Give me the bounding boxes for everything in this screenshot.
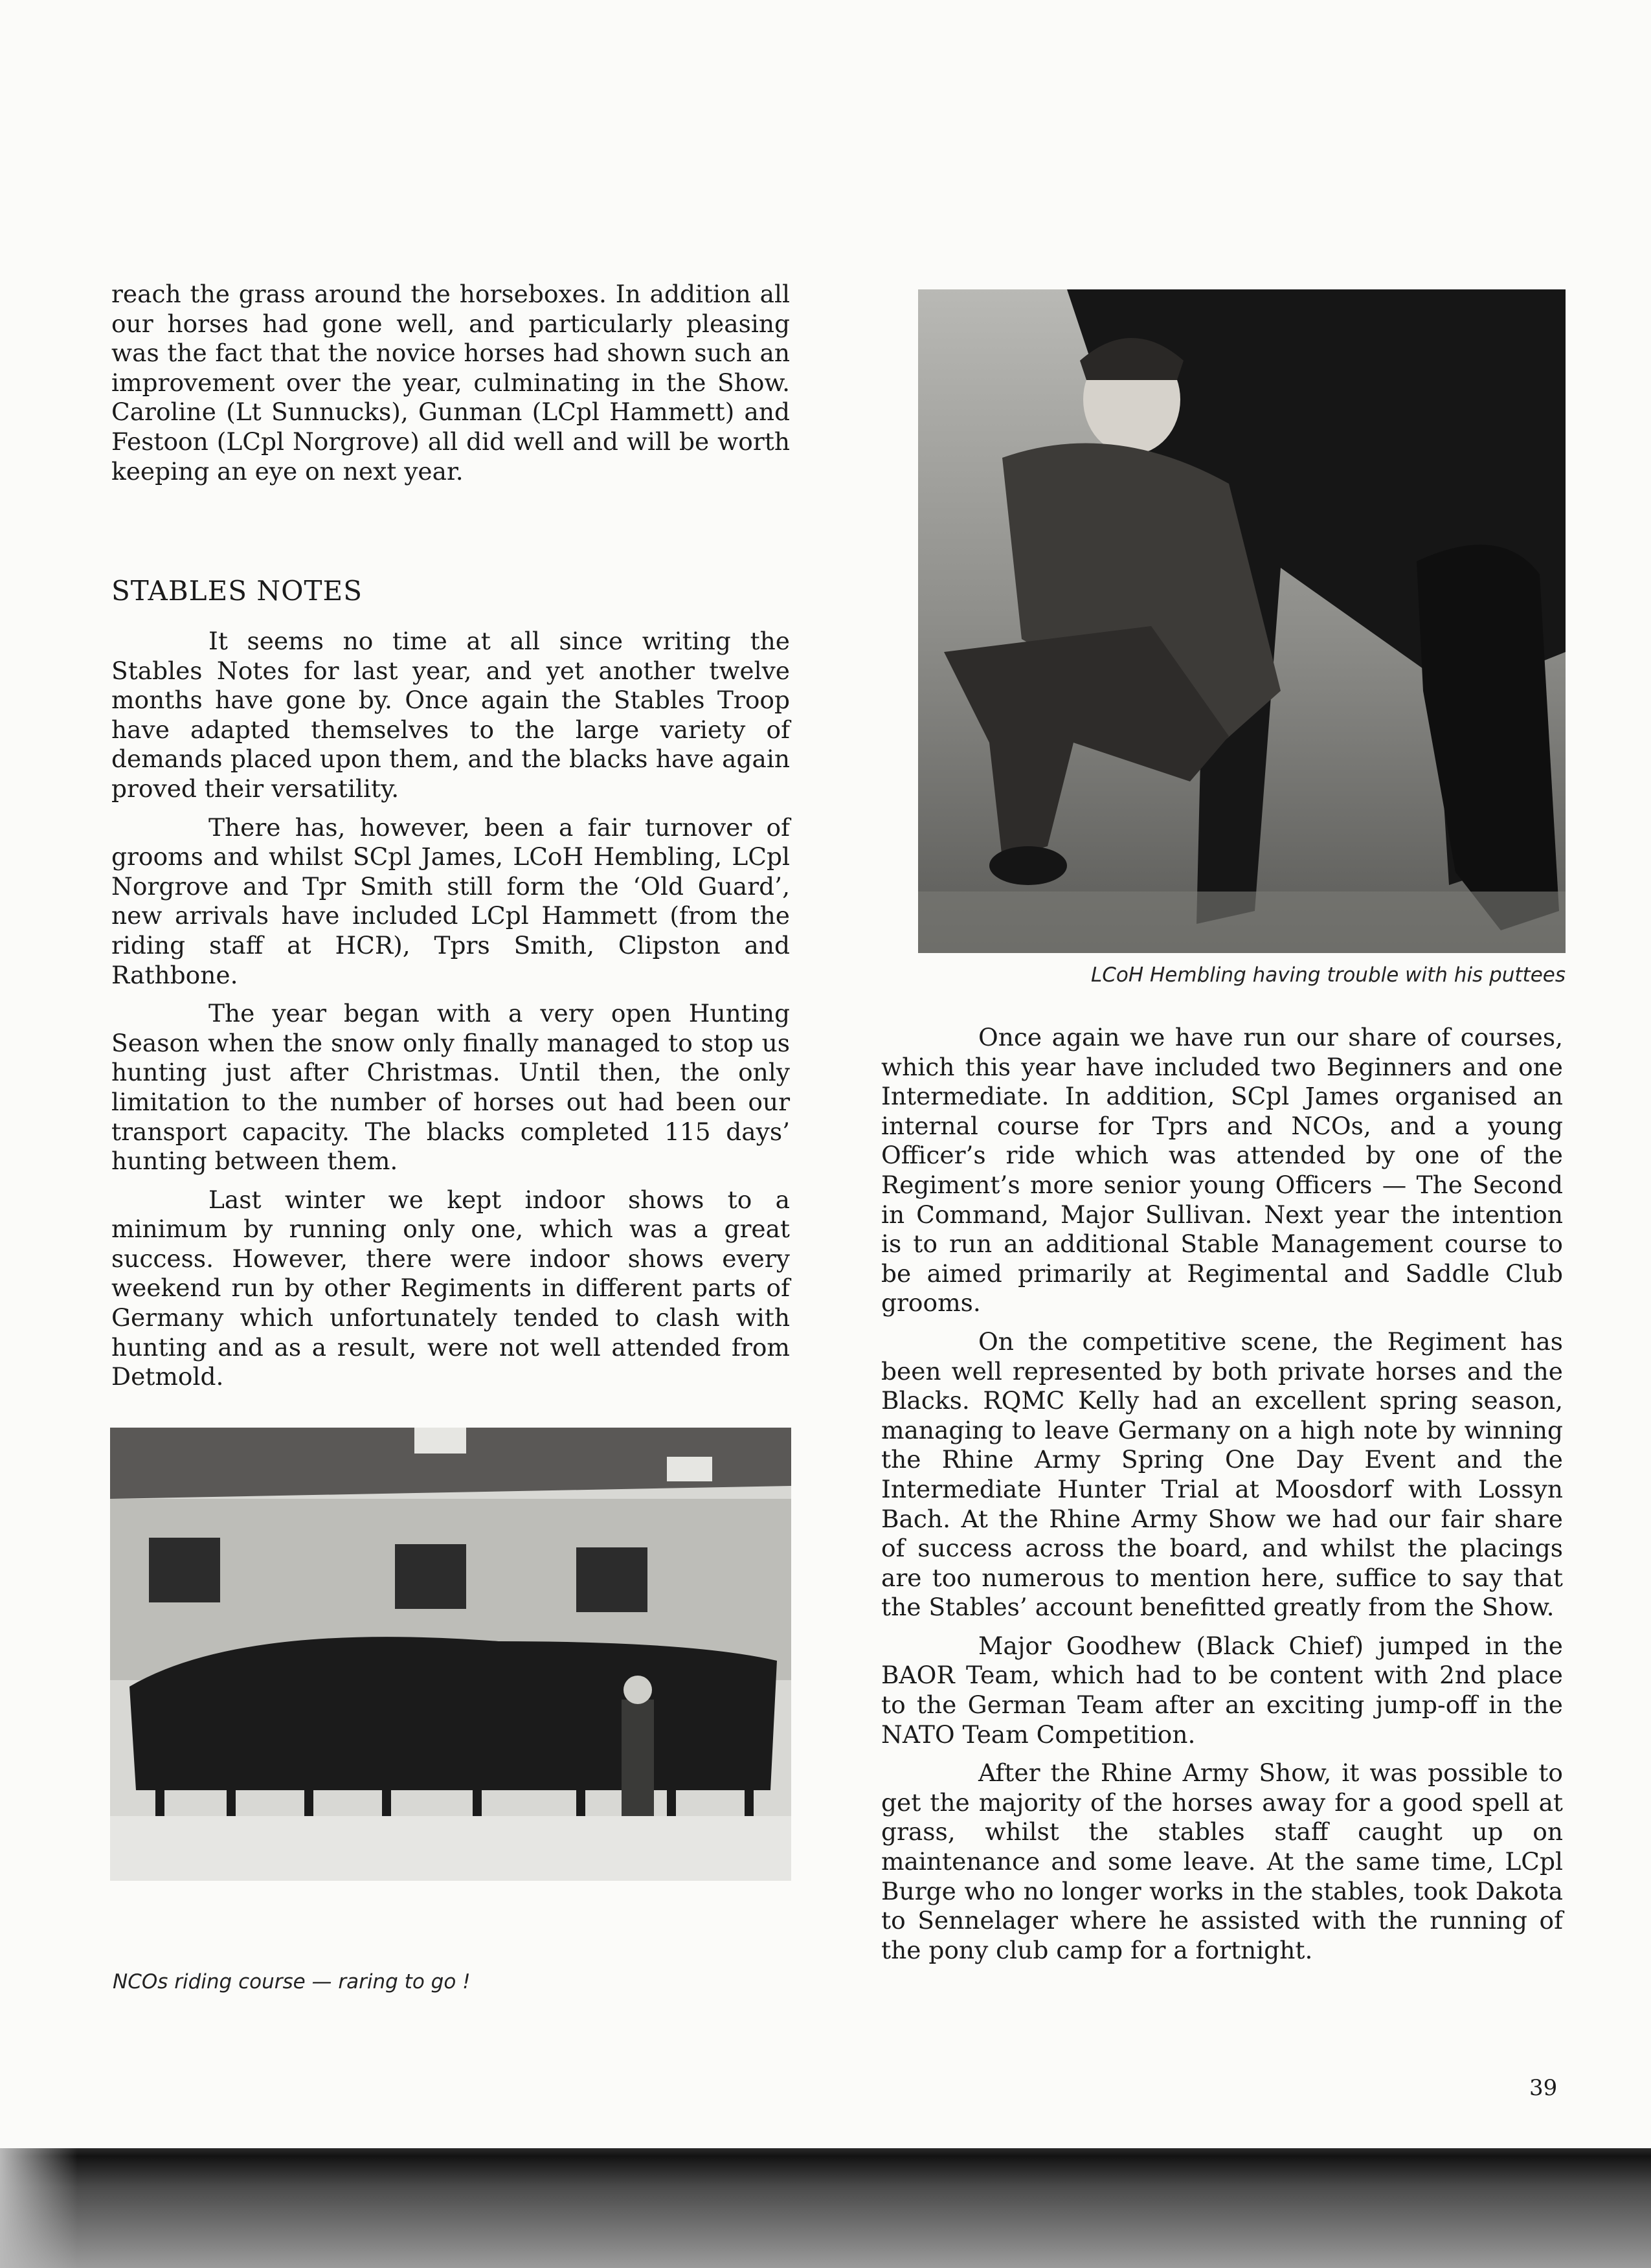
- left-text-column: [111, 280, 790, 495]
- photo-riding-course: [110, 1428, 791, 1881]
- paragraph: On the competitive scene, the Regiment has been well represented by both private horses and the Blacks. RQMC Kelly had an excellent spring season, managing to leave Germany on a high note by winning the Rhine Army Spring One Day Event and the Intermediate Hunter Trial at Moosdorf with Lossyn Bach. At the Rhine Army Show we had our fair share of success across the board, and whilst the placings are too numerous to mention here, suffice to say that the Stables’ account benefitted greatly from the Show.: [881, 1327, 1563, 1622]
- continued-paragraph: reach the grass around the horseboxes. In addition all our horses had gone well, and particularly pleasing was the fact that the novice horses had shown such an improvement over the year, culminating in the Show. Caroline (Lt Sunnucks), Gunman (LCpl Hammett) and Festoon (LCpl Norgrove) all did well and will be worth keeping an eye on next year.: [111, 280, 790, 486]
- paragraph: Once again we have run our share of courses, which this year have included two Beginners and one Intermediate. In addition, SCpl James organised an internal course for Tprs and NCOs, and a young Officer’s ride which was attended by one of the Regiment’s more senior young Officers — The Second in Command, Major Sullivan. Next year the intention is to run an additional Stable Management course to be aimed primarily at Regimental and Saddle Club grooms.: [881, 1023, 1563, 1318]
- photo-soldier-with-horse: [918, 289, 1566, 953]
- section-heading: STABLES NOTES: [111, 575, 363, 607]
- photo-soldier-with-horse-image: [918, 289, 1566, 953]
- photo-caption-top: LCoH Hembling having trouble with his puttees: [1090, 963, 1566, 987]
- page-number: 39: [1529, 2075, 1558, 2101]
- paragraph: Last winter we kept indoor shows to a minimum by running only one, which was a great success. However, there were indoor shows every weekend run by other Regiments in different parts of Germany which unfortunately tended to clash with hunting and as a result, were not well attended from Detmold.: [111, 1185, 790, 1391]
- photo-riding-course-image: [110, 1428, 791, 1881]
- paragraph: After the Rhine Army Show, it was possible to get the majority of the horses away for a good spell at grass, whilst the stables staff caught up on maintenance and some leave. At the same time, LCpl Burge who no longer works in the stables, took Dakota to Sennelager where he assisted with the running of the pony club camp for a fortnight.: [881, 1758, 1563, 1964]
- photo-caption-bottom: NCOs riding course — raring to go !: [113, 1970, 471, 1993]
- paragraph: Major Goodhew (Black Chief) jumped in the BAOR Team, which had to be content with 2nd place to the German Team after an exciting jump-off in the NATO Team Competition.: [881, 1631, 1563, 1749]
- scan-edge-shadow: [0, 2148, 1651, 2268]
- paragraph: It seems no time at all since writing the Stables Notes for last year, and yet another twelve months have gone by. Once again the Stables Troop have adapted themselves to the large variety of demands placed upon them, and the blacks have again proved their versatility.: [111, 627, 790, 803]
- right-text-column: [881, 1023, 1563, 1974]
- paragraph: The year began with a very open Hunting Season when the snow only finally managed to stop us hunting just after Christmas. Until then, the only limitation to the number of horses out had been our transport capacity. The blacks completed 115 days’ hunting between them.: [111, 999, 790, 1176]
- left-text-column-body: [111, 627, 790, 1401]
- paragraph: There has, however, been a fair turnover of grooms and whilst SCpl James, LCoH Hembling, LCpl Norgrove and Tpr Smith still form the ‘Old Guard’, new arrivals have included LCpl Hammett (from the riding staff at HCR), Tprs Smith, Clipston and Rathbone.: [111, 813, 790, 989]
